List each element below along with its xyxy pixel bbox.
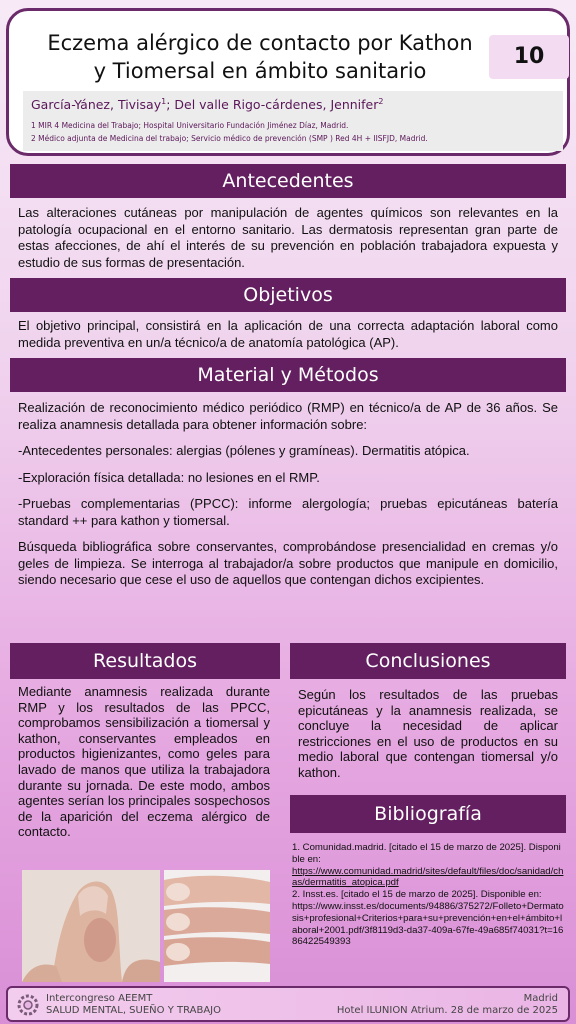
gear-logo-icon [16, 993, 40, 1017]
author-1-sup: 1 [161, 97, 167, 106]
poster-number: 10 [489, 35, 569, 79]
objetivos-text: El objetivo principal, consistirá en la aplicación de una correcta adaptación laboral como medida preventiva en un/a técnico/a de anatomía patológica (AP). [18, 318, 558, 350]
conclusiones-text: Según los resultados de las pruebas epicutáneas y la anamnesis realizada, se concluye la necesidad de aplicar restricciones en el uso de productos en su medio laboral que contengan tiomersal y/o kathon. [298, 687, 558, 780]
poster-title [35, 29, 485, 85]
hand-lesion-photo [164, 870, 270, 982]
footer-left [46, 993, 221, 1017]
material-p2: -Antecedentes personales: alergias (pólenes y gramíneas). Dermatitis atópica. [18, 443, 470, 458]
ref-2-text: 2. Insst.es. [citado el 15 de marzo de 2025]. Disponible en: [292, 889, 542, 901]
author-2: ; Del valle Rigo-cárdenes, Jennifer [166, 97, 379, 113]
resultados-text: Mediante anamnesis realizada durante RMP y los resultados de las PPCC, comprobamos sensibilización a tiomersal y kathon, conservantes empleados en productos higienizantes, como geles para lavado de manos que utiliza la trabajadora durante su jornada. De este modo, ambos agentes serían los principales sospechosos de la aparición del eczema alérgico de contacto. [18, 684, 270, 840]
section-material-title: Material y Métodos [10, 358, 566, 392]
congress-name: Intercongreso AEEMT [46, 993, 153, 1004]
authors [31, 97, 383, 112]
ref-2-link[interactable]: https://www.insst.es/documents/94886/375272/Folleto+Dermatosis+profesional+Criterios+para+su+prevención+en+el+ámbito+laboral+2001.pdf/3f8119d3-da37-409a-67fe-49a685f74031?t=1686422549393 [292, 900, 564, 948]
congress-city: Madrid [523, 993, 558, 1004]
section-resultados-title: Resultados [10, 643, 280, 679]
section-antecedentes-title: Antecedentes [10, 164, 566, 198]
material-p3: -Exploración física detallada: no lesiones en el RMP. [18, 469, 320, 485]
material-p4: -Pruebas complementarias (PPCC): informe alergología; pruebas epicutáneas batería standard ++ para kathon y tiomersal. [18, 496, 558, 528]
affiliation-1: 1 MIR 4 Medicina del Trabajo; Hospital Universitario Fundación Jiménez Díaz, Madrid. [31, 121, 349, 130]
authors-box [23, 91, 563, 151]
congress-venue-date: Hotel ILUNION Atrium. 28 de marzo de 2025 [336, 1005, 558, 1016]
material-p1: Realización de reconocimiento médico periódico (RMP) en técnico/a de AP de 36 años. Se realiza anamnesis detallada para obtener información sobre: [18, 400, 558, 432]
antecedentes-text: Las alteraciones cutáneas por manipulación de agentes químicos son relevantes en la patología ocupacional en el entorno sanitario. Las dermatosis representan gran parte de estas afecciones, de ahí el interés de su prevención en población trabajadora expuesta y estudio de sus formas de presentación. [18, 205, 558, 270]
section-conclusiones-title: Conclusiones [290, 643, 566, 679]
title-line-1: Eczema alérgico de contacto por Kathon [47, 31, 473, 55]
footer [6, 986, 570, 1022]
section-bibliografia-title: Bibliografía [290, 795, 566, 833]
author-1: García-Yánez, Tivisay [31, 97, 162, 113]
finger-lesion-photo [22, 870, 160, 982]
section-objetivos-title: Objetivos [10, 278, 566, 312]
footer-right [337, 993, 558, 1017]
material-text [18, 400, 558, 599]
material-p5: Búsqueda bibliográfica sobre conservantes, comprobándose presencialidad en cremas y/o geles de limpieza. Se interroga al trabajador/a sobre productos que manipule en domicilio, siendo necesario que cese el uso de aquellos que contengan dichos excipientes. [18, 539, 558, 587]
title-line-2: y Tiomersal en ámbito sanitario [93, 59, 427, 83]
congress-topic: SALUD MENTAL, SUEÑO Y TRABAJO [46, 1005, 221, 1016]
author-2-sup: 2 [378, 97, 384, 106]
ref-1-link[interactable]: https://www.comunidad.madrid/sites/default/files/doc/sanidad/chas/dermatitis_atopica.pdf [292, 865, 564, 889]
affiliation-2: 2 Médico adjunta de Medicina del trabajo; Servicio médico de prevención (SMP ) Red 4H + IISFJD, Madrid. [31, 134, 428, 143]
header-box [6, 8, 570, 156]
ref-1-text: 1. Comunidad.madrid. [citado el 15 de marzo de 2025]. Disponible en: [292, 842, 561, 865]
bibliography-list [292, 842, 564, 948]
